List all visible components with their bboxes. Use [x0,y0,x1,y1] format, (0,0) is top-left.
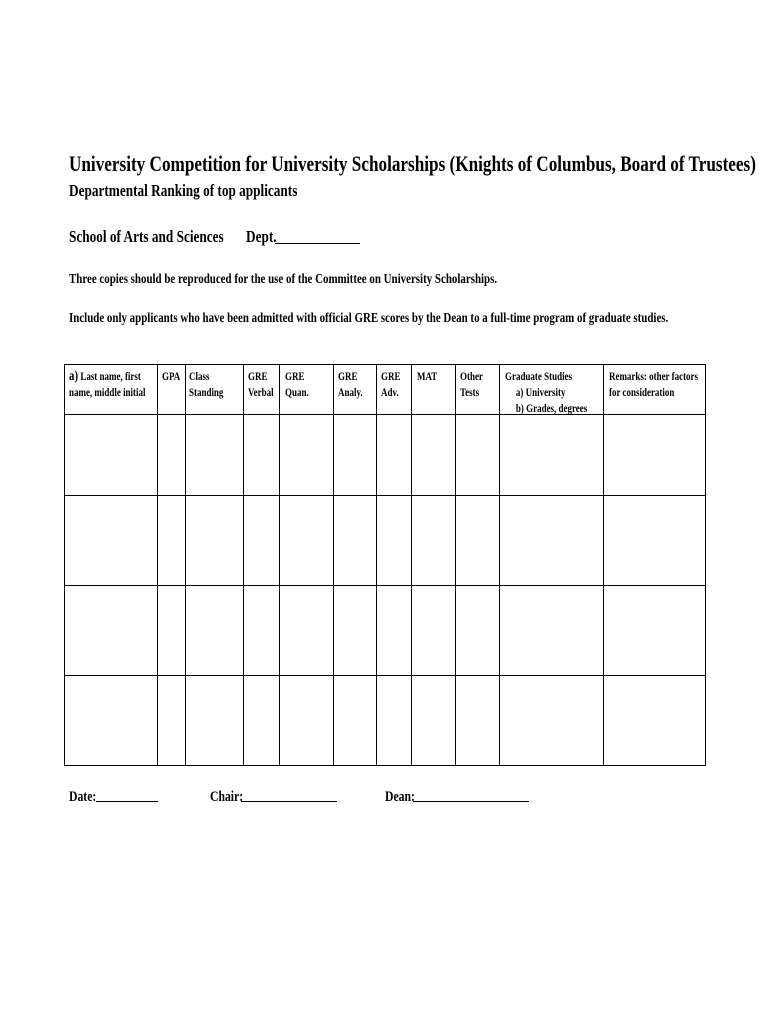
dept-label: Dept. [246,227,277,246]
header-gre-quan: GRE Quan. [285,371,309,399]
school-label: School of Arts and Sciences [69,227,224,246]
instruction-copies: Three copies should be reproduced for the use of the Committee on University Scholarships. [69,272,498,287]
instruction-eligibility: Include only applicants who have been admitted with official GRE scores by the Dean to a full-time program of graduate studies. [69,311,669,326]
ranking-table [64,364,706,766]
dept-field-line[interactable] [275,243,360,244]
header-class-standing: Class Standing [189,371,224,399]
dean-label: Dean: [385,789,415,805]
date-label: Date: [69,789,97,805]
date-field-line[interactable] [96,801,158,802]
header-gpa: GPA [162,371,181,383]
header-graduate-studies: Graduate Studies a) University b) Grades, degrees [505,371,588,415]
table-row[interactable] [65,676,705,765]
page-subtitle: Departmental Ranking of top applicants [69,181,298,200]
header-gre-adv: GRE Adv. [381,371,401,399]
header-gre-analy: GRE Analy. [338,371,363,399]
header-gre-verbal: GRE Verbal [248,371,274,399]
page-title: University Competition for University Scholarships (Knights of Columbus, Board of Trustees) [69,151,756,176]
header-name: a) Last name, first name, middle initial [69,369,146,399]
table-row[interactable] [65,496,705,585]
header-remarks: Remarks: other factors for consideration [609,371,699,399]
chair-label: Chair: [210,789,244,805]
dean-field-line[interactable] [413,801,529,802]
header-mat: MAT [417,371,438,383]
header-other-tests: Other Tests [460,371,483,399]
table-row[interactable] [65,415,705,495]
table-row[interactable] [65,586,705,675]
chair-field-line[interactable] [241,801,337,802]
